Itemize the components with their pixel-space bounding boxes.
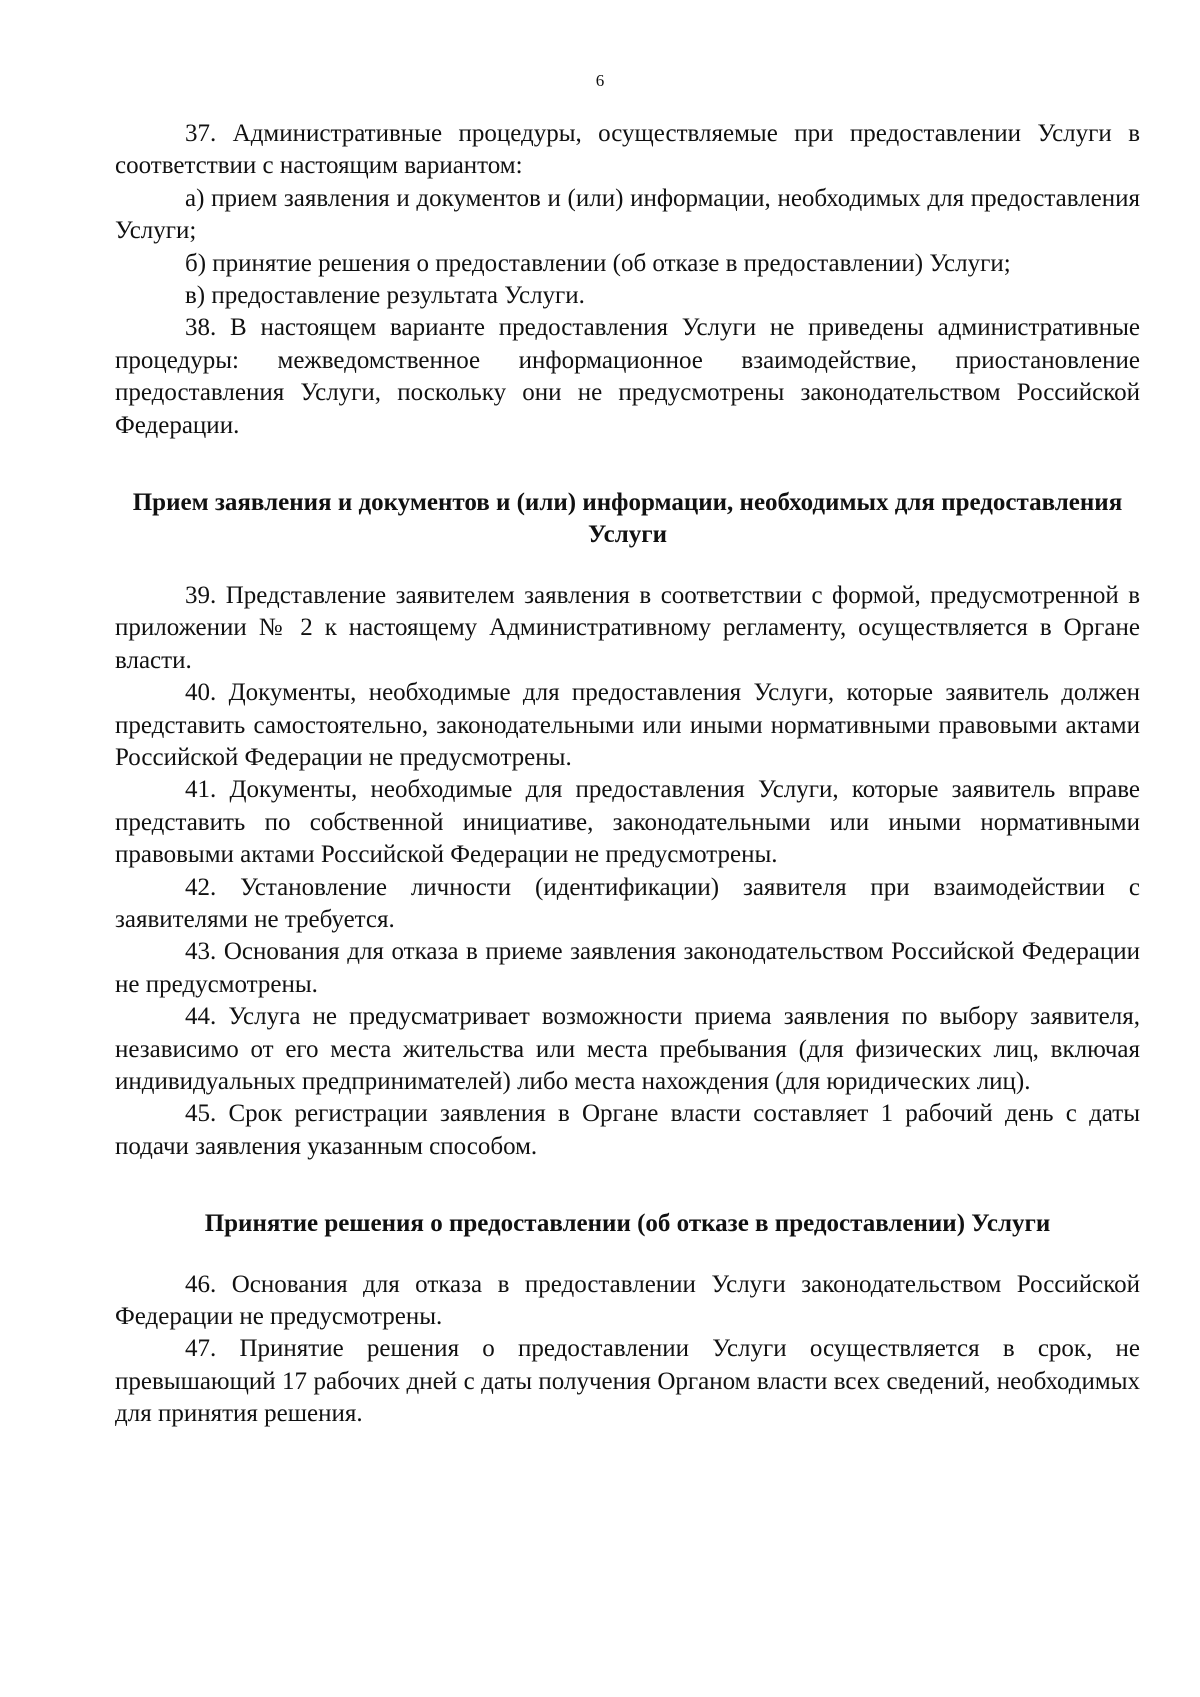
paragraph-37-b: б) принятие решения о предоставлении (об отказе в предоставлении) Услуги; [185, 249, 1011, 277]
paragraph-37-a: а) прием заявления и документов и (или) информации, необходимых для предоставления Услуги; [115, 184, 1140, 245]
paragraph-44: 44. Услуга не предусматривает возможности приема заявления по выбору заявителя, независимо от его места жительства или места пребывания (для физических лиц, включая индивидуальных предпринимателей) либо места нахождения (для юридических лиц). [115, 1003, 1140, 1095]
page-number: 6 [595, 71, 605, 90]
paragraph-43: 43. Основания для отказа в приеме заявления законодательством Российской Федерации не предусмотрены. [115, 938, 1140, 998]
paragraph-40: 40. Документы, необходимые для предоставления Услуги, которые заявитель должен представить самостоятельно, законодательными или иными нормативными правовыми актами Российской Федерации не предусмотрены. [115, 679, 1140, 771]
paragraph-41: 41. Документы, необходимые для предоставления Услуги, которые заявитель вправе представить по собственной инициативе, законодательными или иными нормативными правовыми актами Российской Федерации не предусмотрены. [115, 776, 1140, 869]
document-body [115, 118, 1140, 1431]
paragraph-45: 45. Срок регистрации заявления в Органе власти составляет 1 рабочий день с даты подачи заявления указанным способом. [115, 1100, 1140, 1160]
section-heading-application-intake: Прием заявления и документов и (или) информации, необходимых для предоставления Услуги [132, 489, 1123, 549]
paragraph-37: 37. Административные процедуры, осуществляемые при предоставлении Услуги в соответствии с настоящим вариантом: [115, 120, 1140, 180]
paragraph-46: 46. Основания для отказа в предоставлении Услуги законодательством Российской Федерации не предусмотрены. [115, 1270, 1140, 1330]
paragraph-39: 39. Представление заявителем заявления в соответствии с формой, предусмотренной в приложении № 2 к настоящему Административному регламенту, осуществляется в Органе власти. [115, 581, 1140, 674]
paragraph-37-v: в) предоставление результата Услуги. [185, 282, 585, 310]
section-heading-decision: Принятие решения о предоставлении (об отказе в предоставлении) Услуги [204, 1210, 1051, 1238]
paragraph-38: 38. В настоящем варианте предоставления Услуги не приведены административные процедуры: межведомственное информационное взаимодействие, приостановление предоставления Услуги, поскольку они не предусмотрены законодательством Российской Федерации. [115, 314, 1140, 439]
paragraph-42: 42. Установление личности (идентификации) заявителя при взаимодействии с заявителями не требуется. [115, 873, 1140, 933]
paragraph-47: 47. Принятие решения о предоставлении Услуги осуществляется в срок, не превышающий 17 рабочих дней с даты получения Органом власти всех сведений, необходимых для принятия решения. [115, 1335, 1140, 1428]
